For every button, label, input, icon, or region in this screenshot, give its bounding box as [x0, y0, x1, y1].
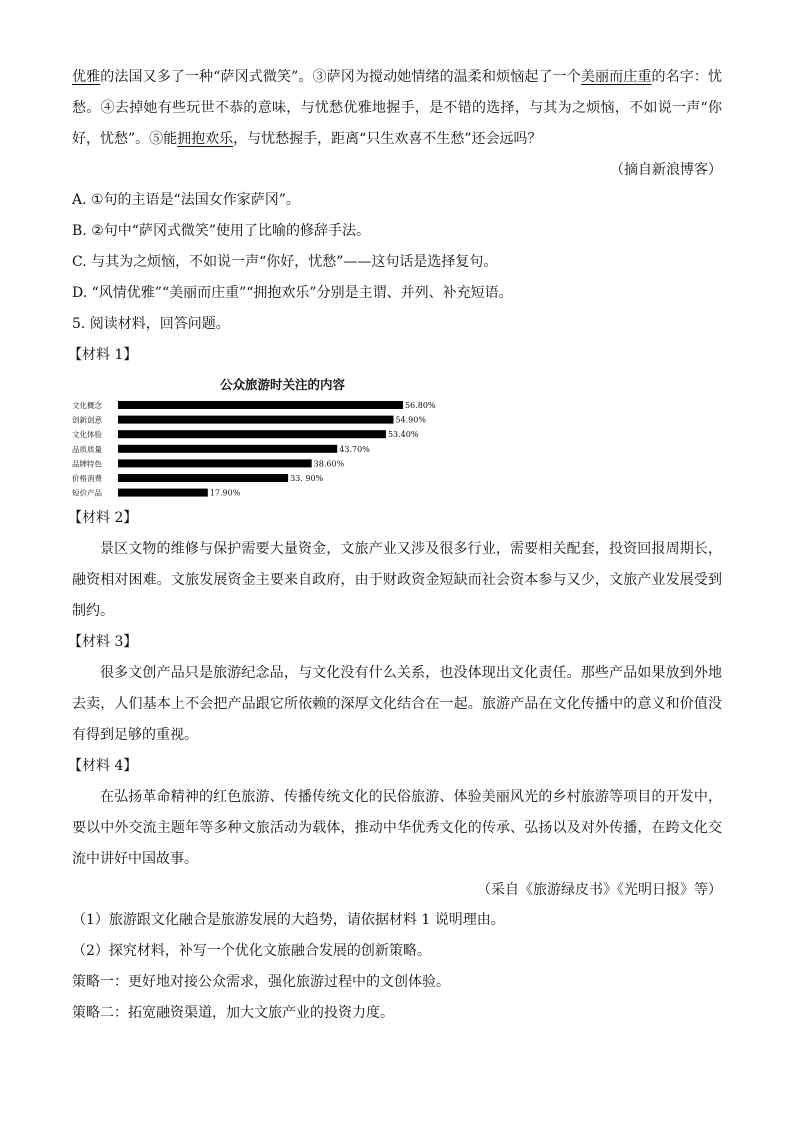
- underlined-phrase-meili: 美丽而庄重: [580, 69, 652, 85]
- bar: [118, 430, 386, 438]
- value-label: 38.60%: [313, 459, 345, 469]
- passage-paragraph: [72, 62, 722, 155]
- bar: [118, 459, 312, 467]
- material-4-heading: 【材料 4】: [68, 758, 138, 774]
- category-label: 品质质量: [72, 444, 102, 454]
- category-label: 创新创意: [72, 415, 102, 425]
- value-label: 33. 90%: [290, 474, 324, 483]
- material-2-heading: 【材料 2】: [68, 510, 138, 526]
- option-a: A. ①句的主语是“法国女作家萨冈”。: [72, 192, 300, 208]
- value-label: 53.40%: [387, 430, 419, 440]
- document-page: [68, 62, 723, 1029]
- passage-source: （摘自新浪博客）: [610, 162, 722, 178]
- underlined-phrase-youya: 优雅: [72, 69, 101, 85]
- question-5: 5. 阅读材料，回答问题。: [72, 316, 230, 332]
- bar: [118, 489, 208, 497]
- question-1: （1）旅游跟文化融合是旅游发展的大趋势，请依据材料 1 说明理由。: [72, 912, 505, 928]
- value-label: 54.90%: [395, 415, 426, 425]
- strategy-2: 策略二：拓宽融资渠道，加大文旅产业的投资力度。: [72, 1005, 394, 1021]
- underlined-phrase-yongbao: 拥抱欢乐: [177, 131, 234, 147]
- material-3-heading: 【材料 3】: [68, 634, 138, 650]
- bar: [118, 445, 337, 453]
- category-label: 文化体验: [72, 430, 102, 440]
- value-label: 56.80%: [405, 401, 436, 410]
- chart-title: 公众旅游时关注的内容: [220, 377, 346, 392]
- option-c: C. 与其为之烦恼，不如说一声“你好，忧愁”——这句话是选择复句。: [72, 254, 498, 270]
- category-label: 品牌特色: [72, 459, 102, 469]
- bar-chart: [72, 375, 722, 503]
- option-b: B. ②句中“萨冈式微笑”使用了比喻的修辞手法。: [72, 223, 371, 239]
- bar: [118, 416, 393, 424]
- question-2: （2）探究材料，补写一个优化文旅融合发展的创新策略。: [72, 943, 431, 959]
- passage-text: ，与忧愁握手，距离“只生欢喜不生愁”还会远吗？: [233, 131, 542, 147]
- category-label: 短价产品: [72, 488, 102, 498]
- value-label: 43.70%: [339, 444, 370, 454]
- bar: [118, 474, 288, 482]
- category-label: 文化概念: [72, 401, 102, 410]
- strategy-1: 策略一：更好地对接公众需求，强化旅游过程中的文创体验。: [72, 974, 450, 990]
- bar-chart-svg: [72, 375, 722, 503]
- passage-text: 的名字：忧愁。④去掉她有些玩世不恭的意味，与忧愁优雅地握手，是不错的选择，与其为之烦恼，不如说一声“你好，忧愁”。⑤能: [72, 69, 723, 147]
- material-2-text: 景区文物的维修与保护需要大量资金，文旅产业又涉及很多行业，需要相关配套，投资回报周期长，融资相对困难。文旅发展资金主要来自政府，由于财政资金短缺而社会资本参与又少，文旅产业发展受到制约。: [72, 541, 722, 619]
- material-4-text: 在弘扬革命精神的红色旅游、传播传统文化的民俗旅游、体验美丽风光的乡村旅游等项目的开发中，要以中外交流主题年等多种文旅活动为载体，推动中华优秀文化的传承、弘扬以及对外传播，在跨文化交流中讲好中国故事。: [72, 789, 722, 867]
- option-d: D. “风情优雅”“美丽而庄重”“拥抱欢乐”分别是主谓、并列、补充短语。: [72, 285, 513, 301]
- bar: [118, 401, 403, 409]
- value-label: 17.90%: [209, 488, 241, 498]
- material-3-text: 很多文创产品只是旅游纪念品，与文化没有什么关系，也没体现出文化责任。那些产品如果放到外地去卖，人们基本上不会把产品跟它所依赖的深厚文化结合在一起。旅游产品在文化传播中的意义和价值没有得到足够的重视。: [72, 665, 722, 743]
- category-label: 价格消费: [72, 474, 102, 483]
- passage-text: 的法国又多了一种“萨冈式微笑”。③萨冈为搅动她情绪的温柔和烦恼起了一个: [100, 69, 581, 85]
- materials-source: （采自《旅游绿皮书》《光明日报》等）: [477, 882, 722, 898]
- material-1-heading: 【材料 1】: [68, 347, 138, 363]
